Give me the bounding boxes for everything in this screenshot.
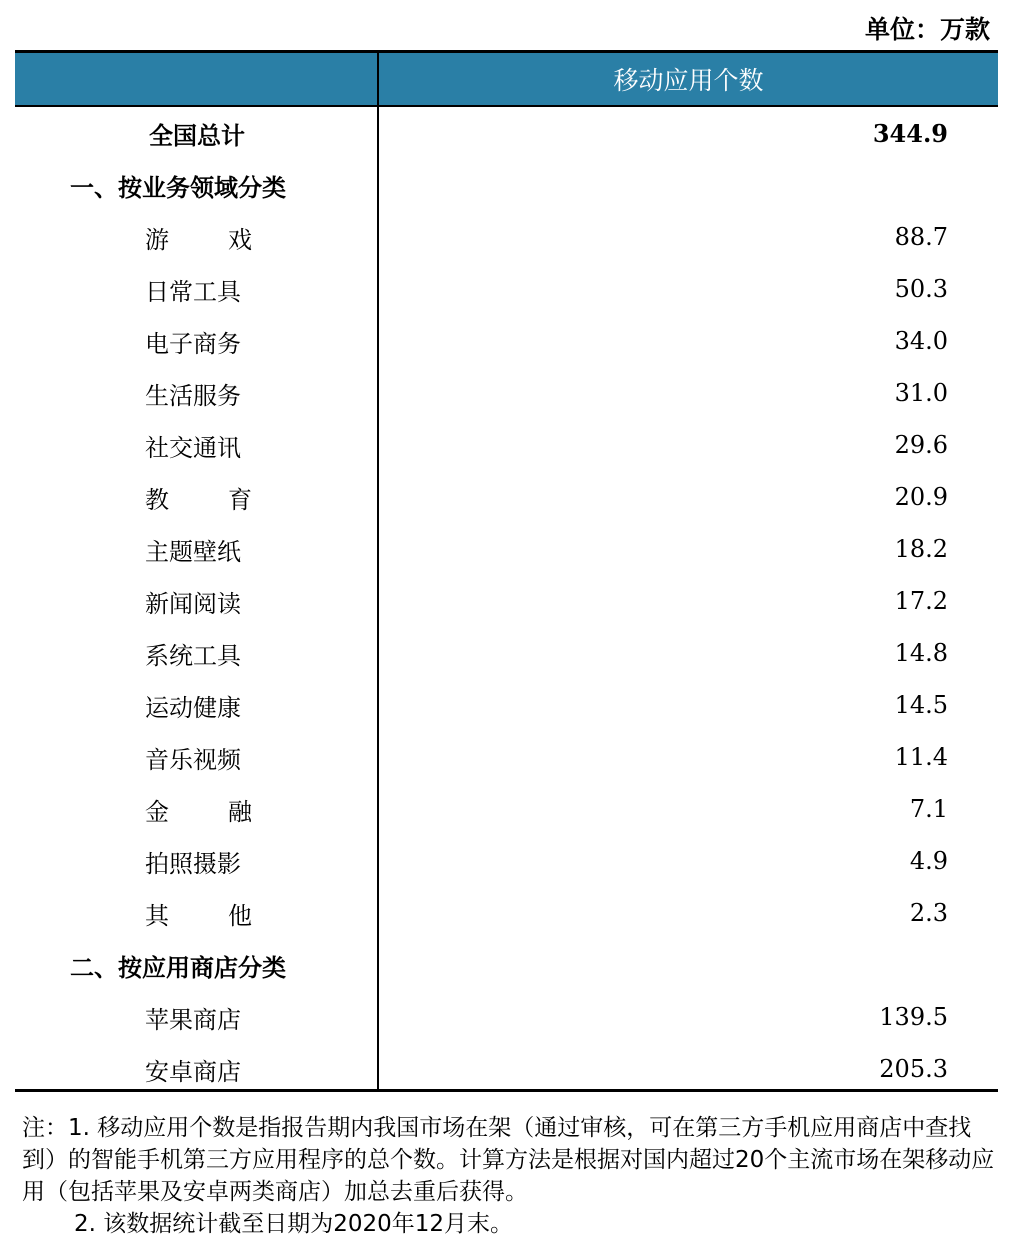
- table-row: [15, 731, 998, 783]
- row-label: 运动健康: [145, 693, 241, 722]
- row-label-char: 金: [145, 797, 169, 826]
- row-label-char: 其: [145, 901, 169, 930]
- table-row: [15, 679, 998, 731]
- table-header: [15, 53, 998, 107]
- table-row: [15, 367, 998, 419]
- table-row: [15, 991, 998, 1043]
- row-value: 7.1: [909, 795, 948, 823]
- row-label: 苹果商店: [145, 1005, 241, 1034]
- table-row: [15, 835, 998, 887]
- row-value: 34.0: [894, 327, 948, 355]
- row-label-char: 育: [228, 485, 252, 514]
- row-label: 音乐视频: [145, 745, 241, 774]
- section-row: [15, 939, 998, 991]
- row-label: 生活服务: [145, 381, 241, 410]
- row-label: 新闻阅读: [145, 589, 241, 618]
- row-label: 系统工具: [145, 641, 241, 670]
- row-value: 17.2: [894, 587, 948, 615]
- row-label: 拍照摄影: [145, 849, 241, 878]
- header-blank-cell: [15, 53, 379, 105]
- header-column-title: 移动应用个数: [613, 66, 764, 95]
- row-label: 主题壁纸: [145, 537, 241, 566]
- table-row: [15, 315, 998, 367]
- section-title: 一、按业务领域分类: [70, 173, 286, 202]
- table-row: [15, 419, 998, 471]
- row-value: 11.4: [894, 743, 948, 771]
- footnote-2: 2. 该数据统计截至日期为2020年12月末。: [74, 1211, 514, 1237]
- row-value: 14.8: [894, 639, 948, 667]
- table-row: [15, 575, 998, 627]
- table-row: [15, 263, 998, 315]
- table-body: [15, 107, 998, 1095]
- footnotes: [22, 1112, 997, 1240]
- row-label: [15, 896, 379, 931]
- row-value: 4.9: [909, 847, 948, 875]
- total-value: 344.9: [872, 118, 948, 148]
- row-value: 31.0: [894, 379, 948, 407]
- row-label: [15, 792, 379, 827]
- footnote-1: 注：1. 移动应用个数是指报告期内我国市场在架（通过审核，可在第三方手机应用商店中查找到）的智能手机第三方应用程序的总个数。计算方法是根据对国内超过20个主流市场在架移动应用（包括苹果及安卓两类商店）加总去重后获得。: [22, 1115, 995, 1205]
- unit-label: 单位：万款: [864, 15, 990, 44]
- row-label: 日常工具: [145, 277, 241, 306]
- section-title: 二、按应用商店分类: [70, 953, 286, 982]
- row-value: 205.3: [879, 1055, 948, 1083]
- row-label-char: 游: [145, 225, 169, 254]
- total-row: [15, 107, 998, 159]
- row-value: 29.6: [894, 431, 948, 459]
- row-label-char: 他: [228, 901, 252, 930]
- data-table: [15, 50, 998, 1092]
- row-label-char: 融: [228, 797, 252, 826]
- section-row: [15, 159, 998, 211]
- row-value: 88.7: [894, 223, 948, 251]
- row-value: 2.3: [909, 899, 948, 927]
- table-row: [15, 783, 998, 835]
- table-row: [15, 887, 998, 939]
- row-label: [15, 480, 379, 515]
- table-row: [15, 1043, 998, 1095]
- table-row: [15, 211, 998, 263]
- row-value: 18.2: [894, 535, 948, 563]
- row-value: 20.9: [894, 483, 948, 511]
- table-row: [15, 523, 998, 575]
- row-label-char: 教: [145, 485, 169, 514]
- row-label: 社交通讯: [145, 433, 241, 462]
- row-value: 50.3: [894, 275, 948, 303]
- row-label: 电子商务: [145, 329, 241, 358]
- table-row: [15, 627, 998, 679]
- total-label: 全国总计: [149, 121, 245, 150]
- row-value: 14.5: [894, 691, 948, 719]
- row-value: 139.5: [879, 1003, 948, 1031]
- row-label-char: 戏: [228, 225, 252, 254]
- row-label: 安卓商店: [145, 1057, 241, 1086]
- table-row: [15, 471, 998, 523]
- row-label: [15, 220, 379, 255]
